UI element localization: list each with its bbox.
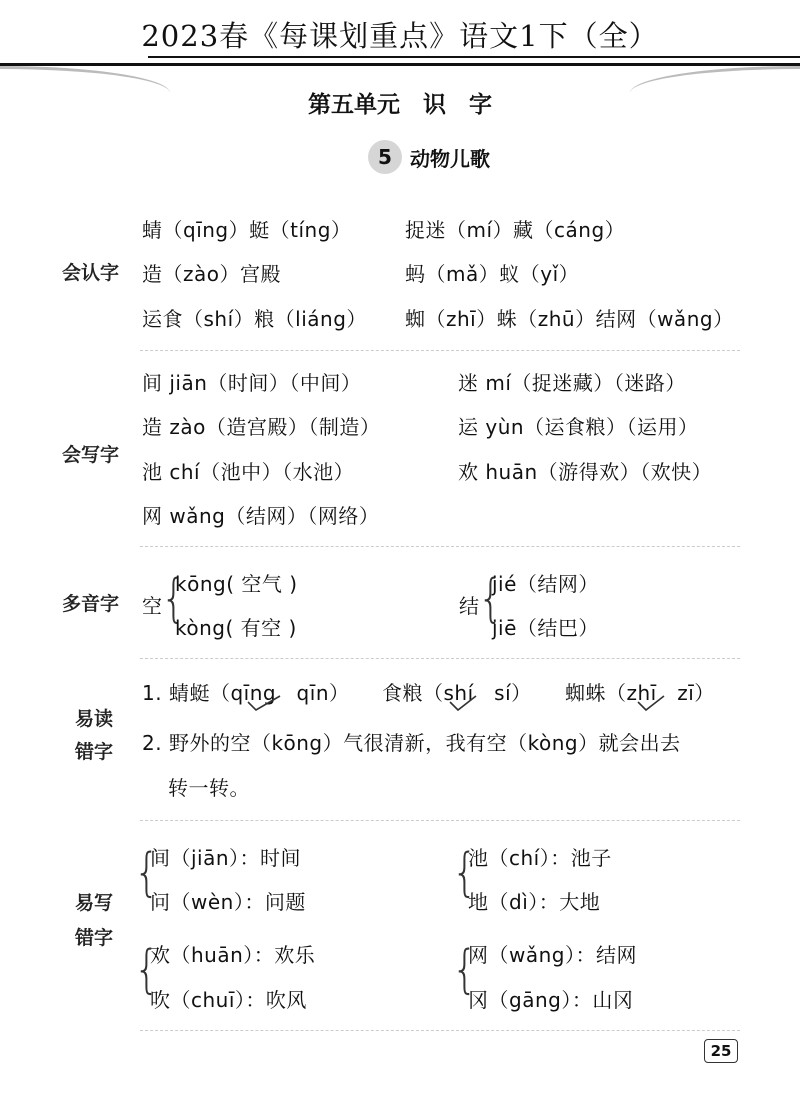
polyphone-reading: kōng( 空气 ) (175, 572, 298, 596)
brace-icon: { (134, 843, 160, 903)
section-label-recognize: 会认字 (62, 262, 120, 284)
write-line: 迷 mí（捉迷藏）（迷路） (458, 371, 686, 395)
polyphone-char: 结 (459, 594, 480, 618)
miswrite-item: 吹（chuī）：吹风 (150, 988, 307, 1012)
miswrite-item: 间（jiān）：时间 (150, 846, 302, 870)
lesson-heading (368, 140, 490, 174)
lesson-name: 动物儿歌 (410, 146, 490, 171)
polyphone-reading: jié（结网） (492, 572, 599, 596)
write-line: 欢 huān（游得欢）（欢快） (458, 460, 713, 484)
miswrite-item: 问（wèn）：问题 (150, 890, 306, 914)
write-line: 造 zào（造宫殿）（制造） (142, 415, 381, 439)
polyphone-reading: kòng( 有空 ) (175, 616, 297, 640)
section-divider (140, 1030, 740, 1031)
misread-sentence: 2. 野外的空（kōng）气很清新，我有空（kòng）就会出去 (142, 731, 681, 755)
check-mark-icon (636, 694, 666, 714)
miswrite-item: 网（wǎng）：结网 (468, 943, 637, 967)
check-mark-icon (448, 694, 478, 714)
header-title: 2023春《每课划重点》语文1下（全） (141, 19, 659, 53)
section-divider (140, 546, 740, 547)
brace-icon: { (452, 940, 478, 1000)
brace-icon: { (452, 843, 478, 903)
section-label-polyphone: 多音字 (62, 593, 120, 615)
write-line: 间 jiān（时间）（中间） (142, 371, 362, 395)
section-label-miswrite-1: 易写 (75, 892, 114, 914)
write-line: 网 wǎng（结网）（网络） (142, 504, 380, 528)
section-label-misread-1: 易读 (75, 708, 114, 730)
polyphone-char: 空 (142, 594, 163, 618)
header-rule-bottom (0, 63, 800, 66)
recognize-line: 造（zào）宫殿 (142, 262, 281, 286)
polyphone-reading: jiē（结巴） (492, 616, 599, 640)
misread-item: 1. 蜻蜓（qīng qīn） (142, 681, 350, 705)
recognize-line: 蜘（zhī）蛛（zhū）结网（wǎng） (405, 307, 734, 331)
miswrite-item: 地（dì）：大地 (468, 890, 601, 914)
misread-item: 食粮（shí sí） (382, 681, 532, 705)
brace-icon: { (478, 569, 504, 629)
recognize-line: 蚂（mǎ）蚁（yǐ） (405, 262, 580, 286)
recognize-line: 捉迷（mí）藏（cáng） (405, 218, 626, 242)
write-line: 运 yùn（运食粮）（运用） (458, 415, 699, 439)
lesson-number-badge: 5 (368, 140, 402, 174)
section-label-write: 会写字 (62, 444, 120, 466)
section-label-miswrite-2: 错字 (75, 927, 114, 949)
miswrite-item: 欢（huān）：欢乐 (150, 943, 316, 967)
unit-title: 第五单元 识 字 (308, 92, 492, 118)
recognize-line: 运食（shí）粮（liáng） (142, 307, 367, 331)
brace-icon: { (134, 940, 160, 1000)
header-rule-top (148, 56, 800, 58)
miswrite-item: 冈（gāng）：山冈 (468, 988, 634, 1012)
check-mark-icon (246, 694, 282, 714)
brace-icon: { (161, 569, 187, 629)
section-divider (140, 350, 740, 351)
section-divider (140, 658, 740, 659)
write-line: 池 chí（池中）（水池） (142, 460, 355, 484)
section-label-misread-2: 错字 (75, 741, 114, 763)
misread-sentence-cont: 转一转。 (168, 776, 250, 800)
page-number: 25 (704, 1039, 738, 1063)
misread-item: 蜘蛛（zhī zī） (565, 681, 715, 705)
miswrite-item: 池（chí）：池子 (468, 846, 612, 870)
recognize-line: 蜻（qīng）蜓（tíng） (142, 218, 352, 242)
section-divider (140, 820, 740, 821)
